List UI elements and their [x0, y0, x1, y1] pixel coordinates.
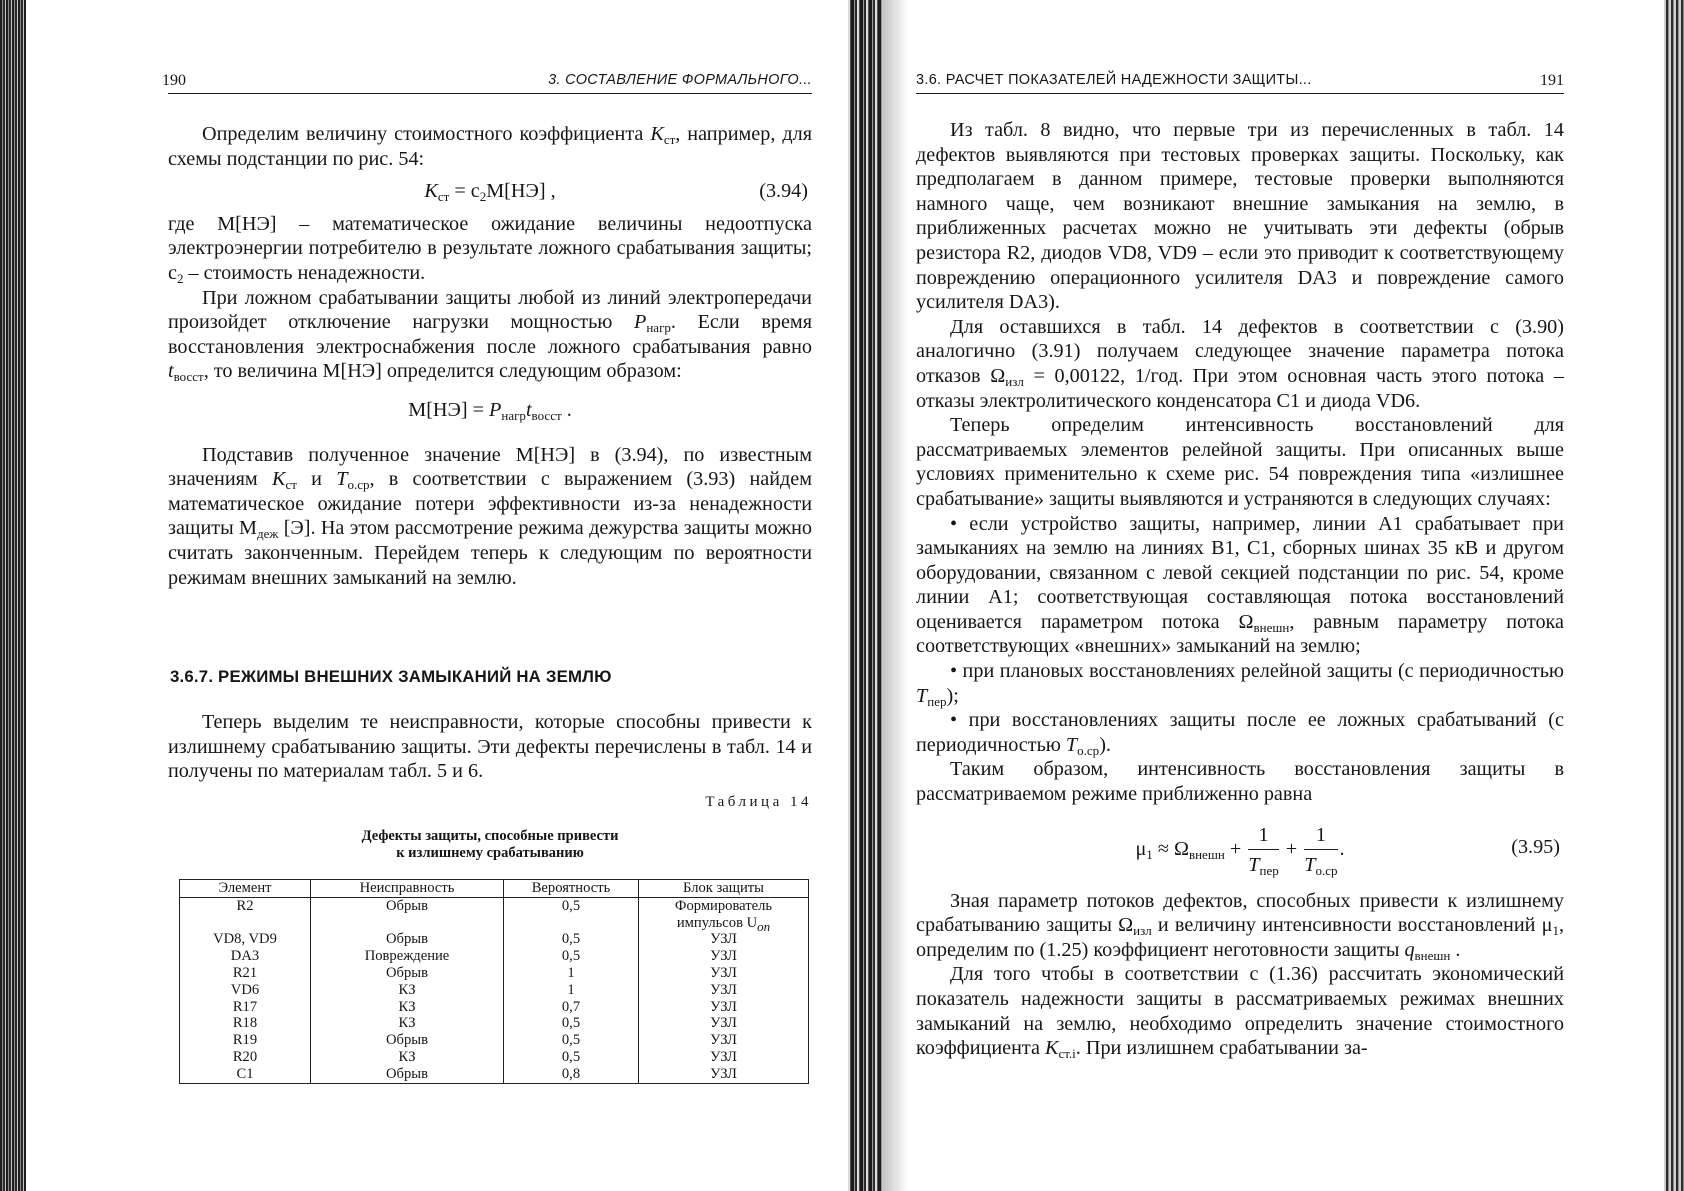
right-running-title: 3.6. РАСЧЕТ ПОКАЗАТЕЛЕЙ НАДЕЖНОСТИ ЗАЩИТЫ...	[916, 72, 1312, 88]
cell: DA3	[180, 948, 311, 965]
cell: Обрыв	[311, 965, 504, 982]
cell: 0,5	[504, 931, 639, 948]
paragraph: Теперь выделим те неисправности, которые способны привести к излишнему срабатыванию защиты. Эти дефекты перечислены в табл. 14 и получены по материалам табл. 5 и 6.	[168, 711, 812, 783]
left-body-text-2	[168, 710, 812, 784]
cell: КЗ	[311, 999, 504, 1016]
book-edge-right	[1664, 0, 1684, 1191]
column-header: Элемент	[180, 880, 311, 898]
table-row	[180, 948, 809, 965]
book-edge-left	[0, 0, 26, 1191]
cell: Обрыв	[311, 897, 504, 931]
formula-3-95: $\mu_1 \approx \Omega_{внешн}$ + $\frac{1}{T_{пер}}$ + $\frac{1}{T_{о.ср}}$ . (3.95)	[916, 817, 1564, 883]
cell: R20	[180, 1049, 311, 1066]
formula-number: (3.94)	[759, 180, 808, 203]
fraction: $\frac{1}{T_{пер}}$	[1248, 821, 1278, 880]
cell: КЗ	[311, 1049, 504, 1066]
section-heading: 3.6.7. РЕЖИМЫ ВНЕШНИХ ЗАМЫКАНИЙ НА ЗЕМЛЮ	[170, 667, 612, 686]
list-item: • если устройство защиты, например, линии A1 срабатывает при замыканиях на землю на линиях B1, C1, сборных шинах 35 кВ и другом оборудовании, связанном с левой секцией подстанции по рис. 54, кроме линии A1; соответствующая составляющая потока восстановлений оценивается параметром потока $\Omega_{внешн}$, равным параметру потока соответствующих «внешних» замыканий на землю;	[916, 512, 1564, 658]
paragraph: Для оставшихся в табл. 14 дефектов в соответствии с (3.90) аналогично (3.91) получаем следующее значение параметра потока отказов $\Omega_{изл} = 0,00122$, 1/год. При этом основная часть этого потока – отказы электролитического конденсатора C1 и диода VD6.	[916, 315, 1565, 412]
cell: 0,5	[504, 1049, 639, 1066]
paragraph: Подставив полученное значение М[НЭ] в (3.94), по известным значениям $K_{ст}$ и $T_{о.ср}$, в соответствии с выражением (3.93) найдем математическое ожидание потери эффективности из-за ненадежности защиты $M_{деж}$ [Э]. На этом рассмотрение режима дежурства защиты можно считать законченным. Перейдем теперь к следующим по вероятности режимам внешних замыканий на землю.	[168, 443, 813, 589]
cell: C1	[180, 1066, 311, 1083]
cell: 1	[504, 982, 639, 999]
list-item: • при плановых восстановлениях релейной защиты (с периодичностью $T_{пер}$);	[916, 660, 1564, 709]
cell: VD8, VD9	[180, 931, 311, 948]
cell: Обрыв	[311, 931, 504, 948]
table-row	[180, 897, 809, 931]
paragraph: Определим величину стоимостного коэффициента $K_{ст}$, например, для схемы подстанции по рис. 54:	[168, 123, 812, 170]
right-page-number: 191	[1540, 72, 1564, 89]
cell: R19	[180, 1032, 311, 1049]
cell: КЗ	[311, 982, 504, 999]
fraction: $\frac{1}{T_{о.ср}}$	[1304, 821, 1337, 880]
table-header-row	[180, 880, 809, 898]
right-header-rule	[916, 93, 1564, 94]
left-header-rule	[168, 93, 812, 94]
table-row	[180, 1049, 809, 1066]
left-page	[162, 0, 813, 1191]
defects-table	[179, 879, 809, 1084]
paragraph: Из табл. 8 видно, что первые три из перечисленных в табл. 14 дефектов выявляются при тестовых проверках защиты. Поскольку, как предполагаем в данном примере, тестовые проверки выполняются намного чаще, чем возникают внешние замыкания на землю, в приближенных расчетах можно не учитывать эти дефекты (обрыв резистора R2, диодов VD8, VD9 – если это приводит к соответствующему повреждению операционного усилителя DA3 и повреждение самого усилителя DA3).	[916, 119, 1564, 314]
formula-mne: $M[НЭ] = P_{нагр}t_{восст}$ .	[408, 398, 572, 423]
paragraph: где М[НЭ] – математическое ожидание величины недоотпуска электроэнергии потребителю в результате ложного срабатывания защиты; $c_2$ – стоимость ненадежности.	[168, 212, 812, 286]
cell: Повреждение	[311, 948, 504, 965]
cell: УЗЛ	[639, 1066, 809, 1083]
cell: R18	[180, 1015, 311, 1032]
paragraph: Для того чтобы в соответствии с (1.36) рассчитать экономический показатель надежности защиты в рассматриваемых режимах внешних замыканий на землю, необходимо определить значение стоимостного коэффициента $K_{ст.i}$. При излишнем срабатывании за-	[916, 963, 1564, 1062]
book-spine	[848, 0, 882, 1191]
cell: VD6	[180, 982, 311, 999]
cell: УЗЛ	[639, 948, 809, 965]
table-row	[180, 1032, 809, 1049]
spine-shadow	[882, 0, 908, 1191]
cell: УЗЛ	[639, 1049, 809, 1066]
column-header: Вероятность	[504, 880, 639, 898]
cell: УЗЛ	[639, 999, 809, 1016]
paragraph: При ложном срабатывании защиты любой из линий электропередачи произойдет отключение нагрузки мощностью $P_{нагр}$. Если время восстановления электроснабжения после ложного срабатывания равно $t_{восст}$, то величина М[НЭ] определится следующим образом:	[168, 286, 812, 385]
cell: 0,5	[504, 1032, 639, 1049]
cell: УЗЛ	[639, 982, 809, 999]
table-row	[180, 931, 809, 948]
formula-3-94: $K_{ст} = c_2M[НЭ]$ , (3.94)	[424, 180, 808, 205]
column-header: Неисправность	[311, 880, 504, 898]
left-running-title: 3. СОСТАВЛЕНИЕ ФОРМАЛЬНОГО...	[548, 72, 812, 88]
cell: 0,5	[504, 948, 639, 965]
cell: Обрыв	[311, 1066, 504, 1083]
table-row	[180, 1066, 809, 1083]
cell: УЗЛ	[639, 1032, 809, 1049]
table-row	[180, 965, 809, 982]
list-item: • при восстановлениях защиты после ее ложных срабатываний (с периодичностью $T_{о.ср}$).	[916, 709, 1564, 758]
cell: УЗЛ	[639, 931, 809, 948]
table-row	[180, 982, 809, 999]
paragraph: Таким образом, интенсивность восстановления защиты в рассматриваемом режиме приближенно равна	[916, 758, 1564, 806]
paragraph: Зная параметр потоков дефектов, способных привести к излишнему срабатыванию защиты $\Omega_{изл}$ и величину интенсивности восстановлений $\mu_1$, определим по (1.25) коэффициент неготовности защиты $q_{внешн}$ .	[916, 889, 1565, 963]
table-row	[180, 1015, 809, 1032]
left-page-number: 190	[162, 72, 186, 89]
cell: УЗЛ	[639, 1015, 809, 1032]
column-header: Блок защиты	[639, 880, 809, 898]
cell: 0,5	[504, 1015, 639, 1032]
table-number: Таблица 14	[705, 794, 812, 810]
cell: R21	[180, 965, 311, 982]
cell: 0,5	[504, 897, 639, 931]
cell: КЗ	[311, 1015, 504, 1032]
cell: 0,7	[504, 999, 639, 1016]
left-body-text	[168, 122, 812, 590]
right-page	[916, 0, 1564, 1191]
cell: Обрыв	[311, 1032, 504, 1049]
cell: 1	[504, 965, 639, 982]
right-body-text	[916, 118, 1564, 1061]
formula-number: (3.95)	[1511, 835, 1560, 858]
cell: R17	[180, 999, 311, 1016]
table-caption: Дефекты защиты, способные привести к излишнему срабатыванию	[361, 828, 619, 861]
paragraph: Теперь определим интенсивность восстановлений для рассматриваемых элементов релейной защиты. При описанных выше условиях применительно к схеме рис. 54 повреждения типа «излишнее срабатывание» защиты выявляются и устраняются в следующих случаях:	[916, 414, 1564, 510]
cell: R2	[180, 897, 311, 931]
cell: Формирователь импульсов $U_{оп}$	[639, 897, 809, 931]
cell: 0,8	[504, 1066, 639, 1083]
table-row	[180, 999, 809, 1016]
cell: УЗЛ	[639, 965, 809, 982]
